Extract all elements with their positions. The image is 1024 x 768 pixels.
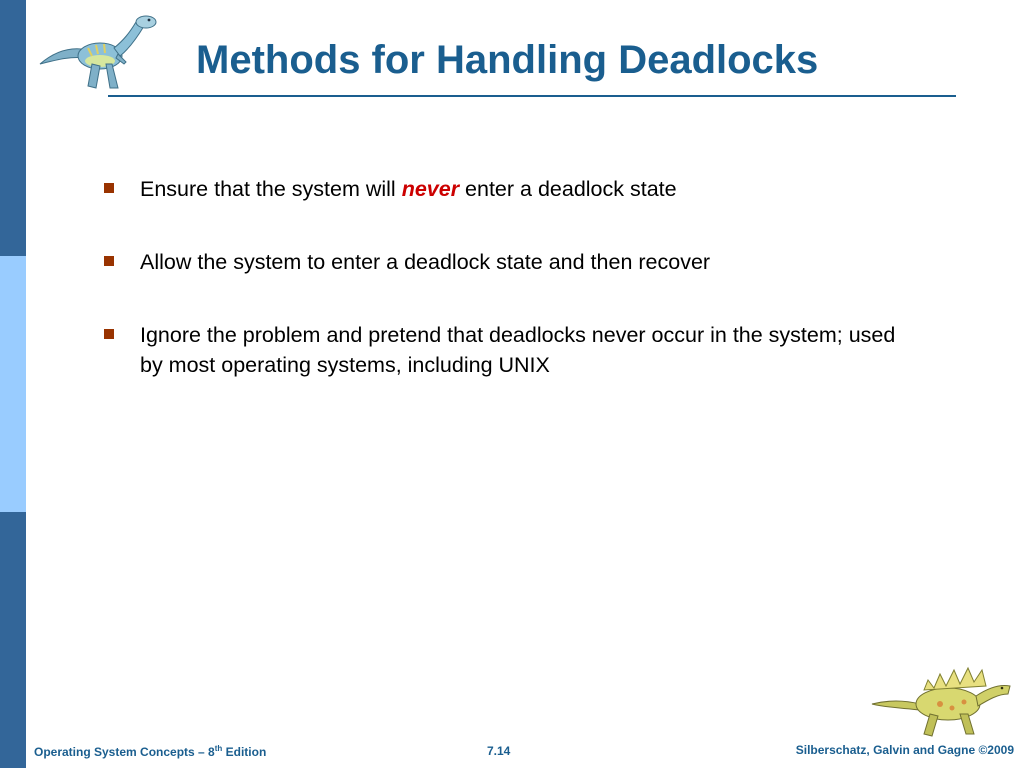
sidebar-stripes [0,0,26,768]
footer-book-suffix: Edition [222,745,267,759]
dinosaur-icon [868,660,1018,740]
slide-title: Methods for Handling Deadlocks [196,38,819,82]
footer-book-title [34,744,266,759]
title-divider [108,95,956,97]
bullet-text-after: enter a deadlock state [459,177,677,201]
bullet-text: Allow the system to enter a deadlock state and then recover [140,250,711,274]
bullet-item [100,174,920,204]
sidebar-stripe-bottom [0,512,26,768]
sidebar-stripe-middle [0,256,26,512]
bullet-emphasis: never [401,177,460,201]
square-bullet-icon [104,329,114,339]
bullet-list [100,174,920,423]
bullet-text: Ignore the problem and pretend that deadlocks never occur in the system; used by most operating systems, including UNIX [140,323,896,377]
square-bullet-icon [104,183,114,193]
footer-copyright: Silberschatz, Galvin and Gagne ©2009 [795,743,1014,757]
bullet-item [100,320,920,380]
dinosaur-icon [36,6,160,98]
footer-page-number: 7.14 [487,744,511,758]
square-bullet-icon [104,256,114,266]
bullet-text-before: Ensure that the system will [140,177,402,201]
bullet-item [100,247,920,277]
footer-book-prefix: Operating System Concepts – 8 [34,745,215,759]
sidebar-stripe-top [0,0,26,256]
footer-book-superscript: th [214,744,223,753]
